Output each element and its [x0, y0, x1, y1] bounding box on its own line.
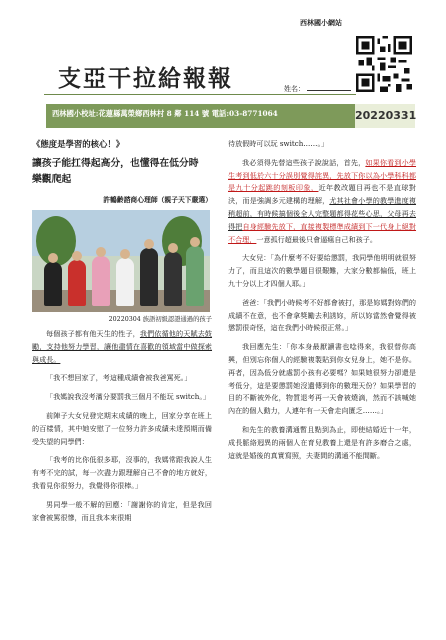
name-field[interactable]: [284, 84, 351, 94]
headline-line-2: 樂觀爬起: [32, 174, 72, 185]
body-paragraph: 待放假時可以玩 switch……。」: [228, 139, 329, 148]
title-divider: [44, 94, 356, 95]
body-paragraph: 「我考的比你低很多耶，沒事的，我媽常跟我說人生有考不完的試，每一次盡力跟理解自己不會的地方就好，我看見你很努力，我覺得你很棒。」: [32, 455, 212, 490]
photo-child: [164, 252, 182, 306]
newsletter-title: 支亞干拉給報報: [58, 65, 233, 92]
body-paragraph: 大女兒：「為什麼考不好要給懲罰，我同學他明明就很努力了，而且這次的數學題目很艱難，大家分數都偏低，班上九十分以上才四個人耶。」: [228, 253, 416, 288]
photo-child: [44, 262, 62, 306]
article-headline: [32, 156, 212, 188]
left-column: [32, 138, 212, 530]
body-paragraph: 前陣子大女兒發完期末成績的晚上，回家分享在班上的百樣情，其中她安慰了一位努力許多成績未達預期而備受失望的同學們：: [32, 410, 212, 446]
body-paragraph: 我回應先生：「你本身最厭讀書也唸得來，我很替你高興，但別忘你個人的經驗複製貼到你女兒身上，她不是你。再者，因為低分就處罰小孩有必要嗎？如果她很努力卻還是考低分，這是要懲罰她沒遺傳到你的數理天份？如果學習的目的不斷被外化，物質退考再一天會被燒滴，然而不該喊她內在的個人動力，人連年有一天會走向匱乏……。」: [228, 342, 416, 416]
right-column: [228, 138, 416, 468]
photo-child: [186, 246, 204, 306]
body-paragraph: 和先生的教養溝通暫且點到為止，即使結婚近十一年，成長脈絡迥異的兩個人在育兒教養上還是有許多磨合之處，這就是婚後的真實寫照，夫妻間的溝通不能間斷。: [228, 424, 416, 460]
school-website-label: 西林國小網站: [300, 18, 342, 27]
address-banner-text: 西林國小校址:花蓮縣萬榮鄉西林村 8 鄰 114 號 電話:03-8771064: [52, 109, 278, 118]
headline-line-1: 讓孩子能扛得起高分，也懂得在低分時: [32, 158, 199, 169]
name-blank-line[interactable]: [307, 90, 351, 91]
body-paragraph: 「我媽說我沒考滿分要罰我三個月不能玩 switch。」: [46, 392, 210, 402]
body-paragraph: 我必須得先替這些孩子說說話，首先，如果你看到小學生考到低於六十分誤別覺得詫異，先放下你以為小學科科都是九十分起跳的刻板印象，近年教改題目再也不是直球對決，而是強調多元建構的理解，尤其社會小學的教學進度複稍超前，有時候搞個後全人完整題都得花些心思，父母再去得把自身經驗先放下，直接複製標準成績到下一代身上絕對不合理，一意孤行超最後只會逼瘋自己和孩子。: [228, 157, 417, 244]
body-paragraph: 每個孩子都有他天生的性子，我們依循他的天賦去鼓勵，支持他努力學習，讓他盡情在喜歡的領域當中做探索與成長。: [32, 329, 213, 364]
body-paragraph: 男同學一般不解的回應：「謝謝你的肯定，但是我回家會被罵很慘，而且我本來很期: [32, 499, 212, 522]
qr-code-icon[interactable]: [356, 36, 412, 92]
photo-child: [116, 258, 134, 306]
body-paragraph: 爸爸：「我們小時候考不好都會被打，那是妳媽對妳們的成績不在意，也不會拿獎勵去利誘妳，所以妳當然會覺得被懲罰很奇怪，這在我們小時候很正常。」: [228, 297, 416, 333]
photo-child: [140, 248, 158, 306]
students-photo: [32, 210, 210, 312]
name-label: 姓名：: [284, 85, 305, 93]
article-byline: 許鶴齡諮商心理師（親子天下嚴選）: [103, 196, 212, 204]
photo-child: [68, 260, 86, 306]
article-tagline: 《態度是學習的核心！》: [32, 139, 125, 149]
body-paragraph: 「我不想回家了，考這種成績會被我爸罵死。」: [46, 373, 192, 383]
issue-date: 20220331: [355, 104, 415, 128]
photo-child: [92, 256, 110, 306]
photo-caption: 20220304 族語初級認證通過的孩子: [108, 316, 212, 323]
